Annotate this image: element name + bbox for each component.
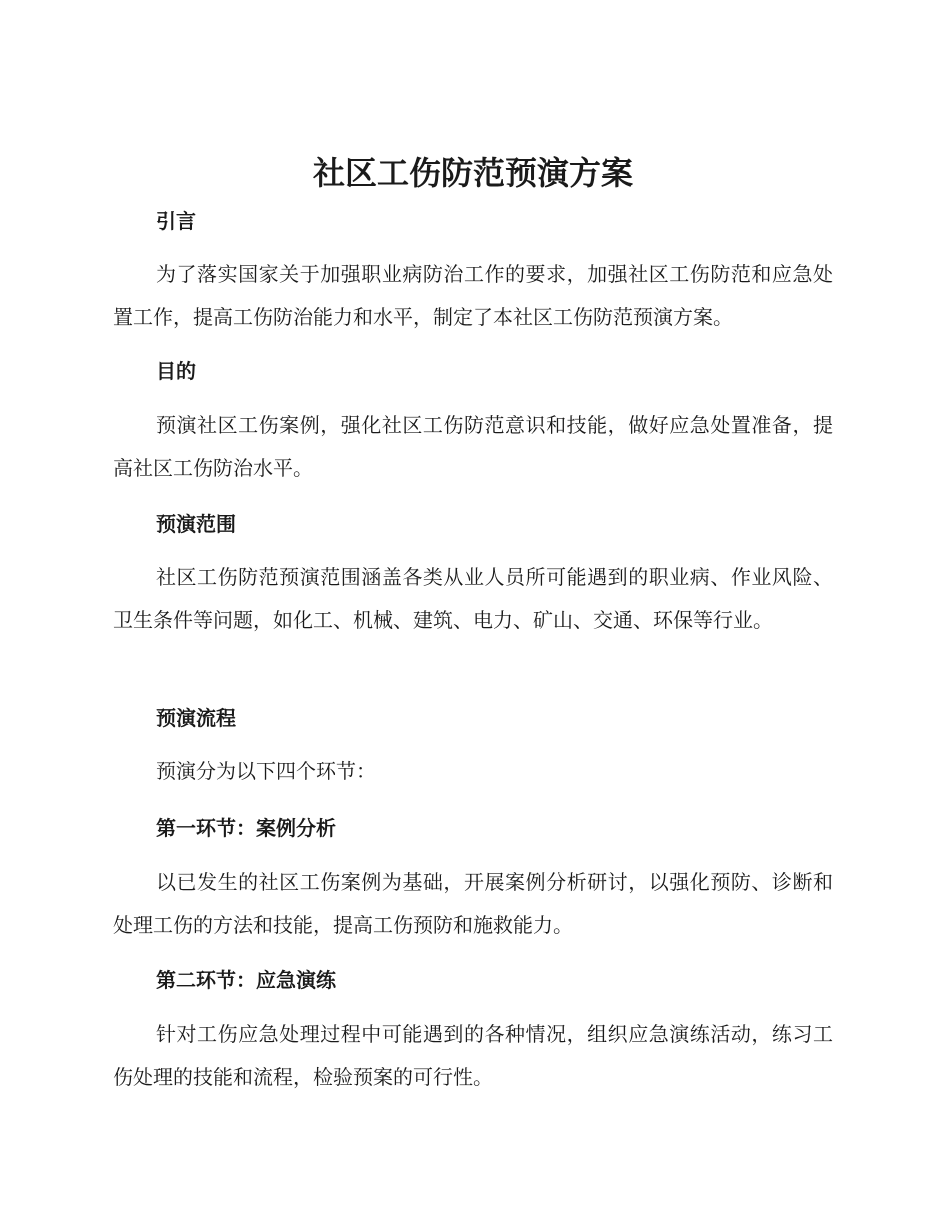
- paragraph-stage-one: 以已发生的社区工伤案例为基础，开展案例分析研讨，以强化预防、诊断和处理工伤的方法和技能，提高工伤预防和施救能力。: [113, 870, 833, 937]
- paragraph-scope: 社区工伤防范预演范围涵盖各类从业人员所可能遇到的职业病、作业风险、卫生条件等问题，如化工、机械、建筑、电力、矿山、交通、环保等行业。: [113, 565, 833, 632]
- heading-purpose: 目的: [156, 359, 196, 383]
- heading-introduction: 引言: [156, 209, 196, 233]
- heading-scope: 预演范围: [156, 512, 236, 536]
- paragraph-stage-two: 针对工伤应急处理过程中可能遇到的各种情况，组织应急演练活动，练习工伤处理的技能和流程，检验预案的可行性。: [113, 1022, 833, 1089]
- paragraph-process: 预演分为以下四个环节：: [156, 759, 376, 783]
- heading-stage-two: 第二环节：应急演练: [156, 968, 336, 992]
- document-title: 社区工伤防范预演方案: [312, 154, 633, 192]
- heading-process: 预演流程: [156, 706, 236, 730]
- paragraph-introduction: 为了落实国家关于加强职业病防治工作的要求，加强社区工伤防范和应急处置工作，提高工伤防治能力和水平，制定了本社区工伤防范预演方案。: [113, 262, 833, 329]
- paragraph-purpose: 预演社区工伤案例，强化社区工伤防范意识和技能，做好应急处置准备，提高社区工伤防治水平。: [113, 413, 833, 480]
- heading-stage-one: 第一环节：案例分析: [156, 816, 336, 840]
